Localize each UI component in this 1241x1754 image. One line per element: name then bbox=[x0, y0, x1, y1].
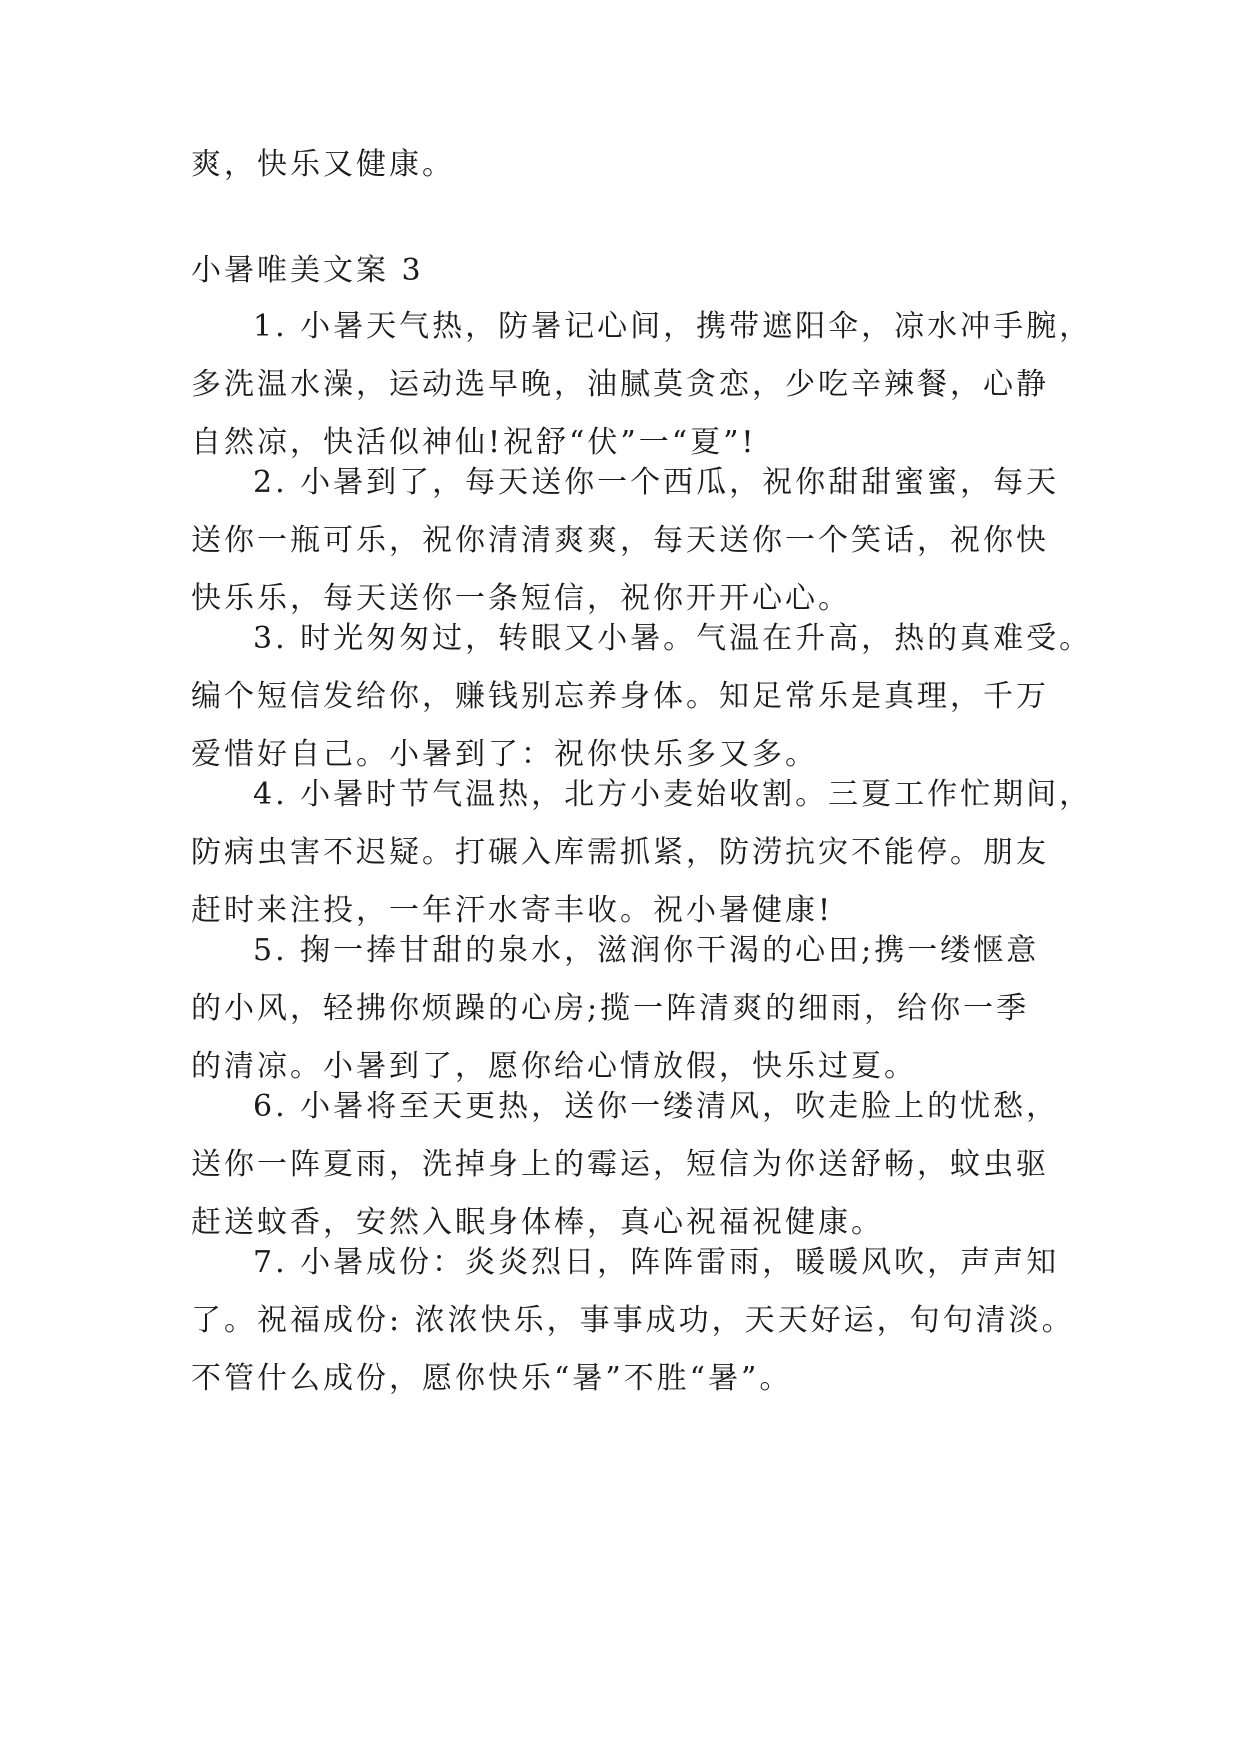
text-line: 不管什么成份，愿你快乐“暑”不胜“暑”。 bbox=[191, 1361, 793, 1396]
text-line: 的清凉。小暑到了，愿你给心情放假，快乐过夏。 bbox=[191, 1049, 917, 1084]
text-line: 7. 小暑成份：炎炎烈日，阵阵雷雨，暖暖风吹，声声知 bbox=[253, 1245, 1060, 1280]
wish-item-7 bbox=[191, 1234, 1075, 1408]
text-line: 赶时来注投，一年汗水寄丰收。祝小暑健康! bbox=[191, 893, 834, 928]
text-line: 的小风，轻拂你烦躁的心房;揽一阵清爽的细雨，给你一季 bbox=[191, 991, 1030, 1026]
text-line: 防病虫害不迟疑。打碾入库需抓紧，防涝抗灾不能停。朋友 bbox=[191, 835, 1049, 870]
text-line: 5. 掬一捧甘甜的泉水，滋润你干渴的心田;携一缕惬意 bbox=[253, 933, 1040, 968]
text-line: 1. 小暑天气热，防暑记心间，携带遮阳伞，凉水冲手腕， bbox=[253, 309, 1093, 344]
section-heading bbox=[191, 242, 1051, 300]
text-line: 编个短信发给你，赚钱别忘养身体。知足常乐是真理，千万 bbox=[191, 679, 1049, 714]
wish-item-4 bbox=[191, 766, 1093, 940]
text-line: 爽，快乐又健康。 bbox=[191, 147, 455, 182]
wish-item-6 bbox=[191, 1078, 1060, 1252]
text-line: 了。祝福成份: 浓浓快乐，事事成功，天天好运，句句清淡。 bbox=[191, 1303, 1075, 1338]
wish-item-2 bbox=[191, 454, 1060, 628]
wish-item-5 bbox=[191, 922, 1051, 1096]
text-line: 3. 时光匆匆过，转眼又小暑。气温在升高，热的真难受。 bbox=[253, 621, 1093, 656]
wish-item-3 bbox=[191, 610, 1093, 784]
text-line: 6. 小暑将至天更热，送你一缕清风，吹走脸上的忧愁， bbox=[253, 1089, 1060, 1124]
text-line: 赶送蚊香，安然入眠身体棒，真心祝福祝健康。 bbox=[191, 1205, 884, 1240]
text-line: 2. 小暑到了，每天送你一个西瓜，祝你甜甜蜜蜜，每天 bbox=[253, 465, 1060, 500]
text-line: 多洗温水澡，运动选早晚，油腻莫贪恋，少吃辛辣餐，心静 bbox=[191, 367, 1049, 402]
wish-item-1 bbox=[191, 298, 1093, 472]
text-line: 自然凉，快活似神仙!祝舒“伏”一“夏”! bbox=[191, 425, 757, 460]
text-line: 4. 小暑时节气温热，北方小麦始收割。三夏工作忙期间， bbox=[253, 777, 1093, 812]
text-line: 快乐乐，每天送你一条短信，祝你开开心心。 bbox=[191, 581, 851, 616]
continuation-paragraph bbox=[191, 136, 1051, 194]
text-line: 送你一瓶可乐，祝你清清爽爽，每天送你一个笑话，祝你快 bbox=[191, 523, 1049, 558]
text-line: 送你一阵夏雨，洗掉身上的霉运，短信为你送舒畅，蚊虫驱 bbox=[191, 1147, 1049, 1182]
text-line: 爱惜好自己。小暑到了：祝你快乐多又多。 bbox=[191, 737, 818, 772]
section-title: 小暑唯美文案 3 bbox=[191, 253, 424, 288]
